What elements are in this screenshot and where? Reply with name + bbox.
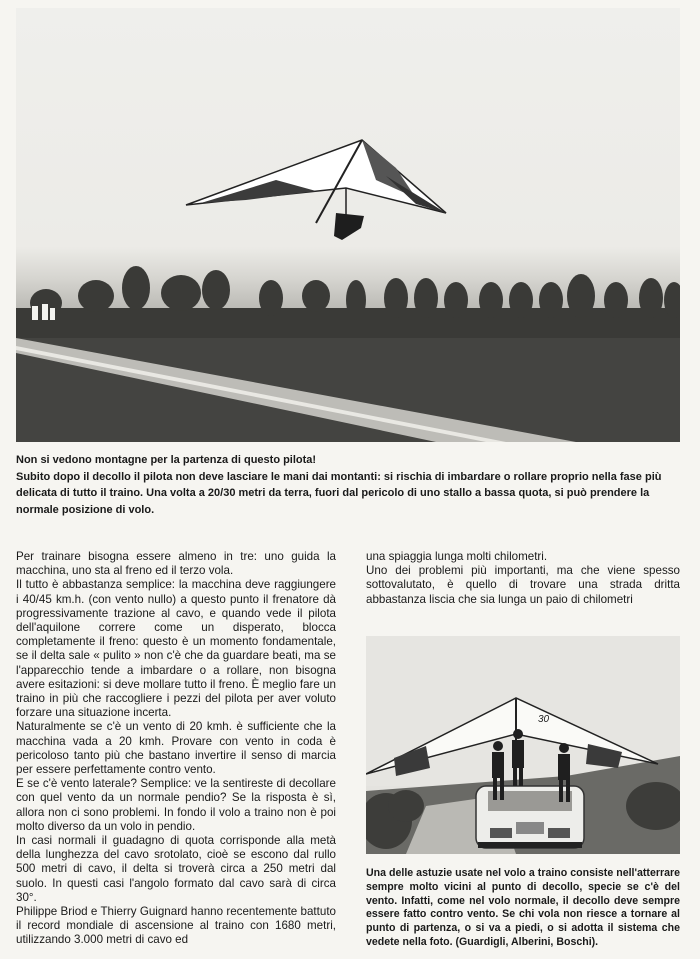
photo-illustration (366, 636, 680, 854)
right-photo-caption: Una delle astuzie usate nel volo a traino consiste nell'atterrare sempre molto vicini al punto di decollo, specie se c'è del vento. Infatti, come nel volo normale, il decollo deve sempre essere fatto contro vento. Se chi vola non riesce a tornare al punto di partenza, o si va a piedi, o si adotta il sistema che vedete nella foto. (Guardigli, Alberini, Boschi). (366, 867, 680, 948)
paragraph: E se c'è vento laterale? Semplice: ve la sentireste di decollare con quel vento da un normale pendio? Se la risposta è sì, allora non ci sono problemi. In fondo il volo a traino non è poi molto diverso da un volo in pendio. (16, 777, 336, 833)
photo-glider-on-car (366, 636, 680, 854)
paragraph: Naturalmente se c'è un vento di 20 kmh. è sufficiente che la macchina vada a 20 kmh. Provare con vento in coda è pericoloso tanto più che bastano invertire il senso di marcia per essere perfettamente contro vento. (16, 720, 336, 777)
paragraph: Philippe Briod e Thierry Guignard hanno recentemente battuto il record mondiale di ascensione al traino con 1680 metri, utilizzando 3.000 metri di cavo ed (16, 905, 336, 947)
photo-illustration (16, 8, 680, 442)
sail-number: 30 (538, 714, 550, 725)
paragraph: una spiaggia lunga molti chilometri. (366, 550, 548, 563)
hang-glider (186, 140, 446, 240)
paragraph: In casi normali il guadagno di quota corrisponde alla metà della lunghezza del cavo srotolato, cioè se escono dal rullo 500 metri di cavo, il delta si troverà circa a 250 metri dal suolo. In questi casi l'angolo formato dal cavo sarà di circa 30°. (16, 834, 336, 904)
top-photo-caption (16, 452, 680, 518)
tree-line (16, 266, 680, 338)
photo-hang-glider-takeoff (16, 8, 680, 442)
paragraph: Per trainare bisogna essere almeno in tre: uno guida la macchina, uno sta al freno ed il terzo vola. (16, 550, 336, 578)
paragraph: Il tutto è abbastanza semplice: la macchina deve raggiungere i 40/45 km.h. (con vento nullo) a questo punto il frenatore dà progressivamente trazione al cavo, e quando vede il pilota dell'aquilone correre come un disperato, blocca completamente il freno: questo è un momento fondamentale, se il delta sale « pulito » non c'è che da guardare beati, ma se l'apparecchio tende a imbardare o a rollare, non bisogna avere esitazioni: si deve mollare tutto il freno. È meglio fare un traino in più che raccogliere i pezzi del pilota per aver voluto forzare una situazione incerta. (16, 578, 336, 720)
caption-lead: Non si vedono montagne per la partenza di questo pilota! (16, 454, 317, 466)
article-right-column (366, 550, 680, 607)
caption-body: Subito dopo il decollo il pilota non deve lasciare le mani dai montanti: si rischia di imbardare o rollare proprio nella fase più delicata di tutto il traino. Una volta a 20/30 metri da terra, fuori dal pericolo di uno stallo a bassa quota, si può prendere la normale posizione di volo. (16, 470, 662, 516)
article-left-column (16, 550, 336, 948)
paragraph: Uno dei problemi più importanti, ma che viene spesso sottovalutato, è quello di trovare una strada dritta abbastanza liscia che sia lunga un paio di chilometri (366, 564, 680, 606)
